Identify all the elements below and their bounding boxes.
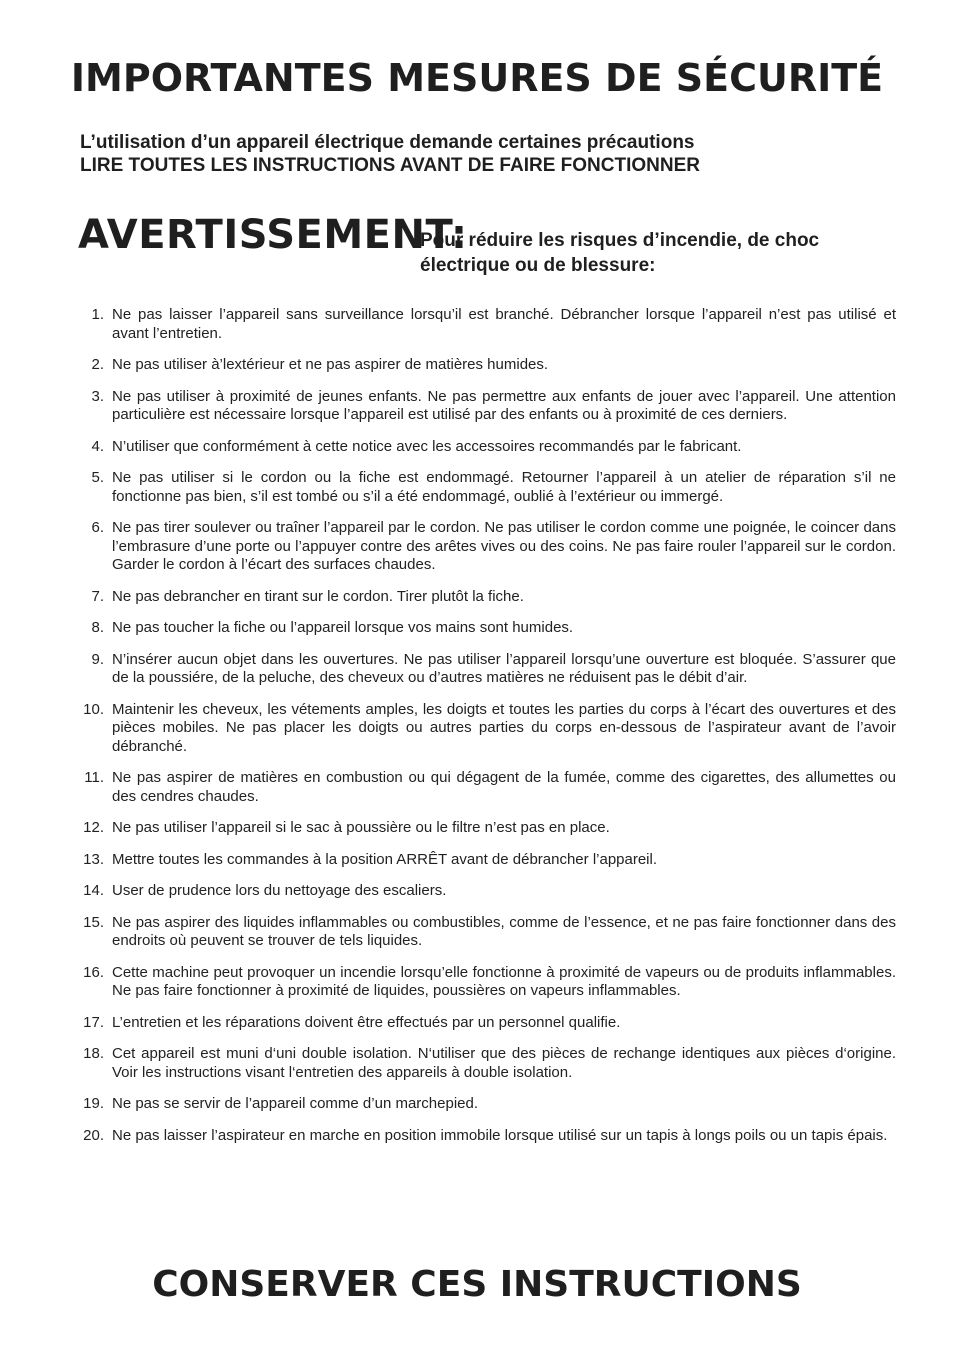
instruction-text: Ne pas debrancher en tirant sur le cordon. Tirer plutôt la fiche. <box>112 587 524 605</box>
subtitle-line-2: LIRE TOUTES LES INSTRUCTIONS AVANT DE FAIRE FONCTIONNER <box>80 155 700 176</box>
instruction-item <box>70 619 896 638</box>
instruction-item <box>70 882 896 901</box>
instruction-item <box>70 851 896 870</box>
instruction-number: 19. <box>83 1095 104 1112</box>
instruction-item <box>70 1095 896 1114</box>
instruction-item <box>70 588 896 607</box>
instruction-item <box>70 1127 896 1146</box>
page-title: IMPORTANTES MESURES DE SÉCURITÉ <box>70 56 884 100</box>
instruction-text: Cette machine peut provoquer un incendie lorsqu’elle fonctionne à proximité de vapeurs ou de produits inflammables. Ne pas faire fonctionner à proximité de liquides, poussières on vapeurs inflammables. <box>112 963 896 999</box>
instruction-item <box>70 388 896 425</box>
instruction-text: Ne pas toucher la fiche ou l’appareil lorsque vos mains sont humides. <box>112 619 574 636</box>
instruction-number: 1. <box>91 306 104 323</box>
instruction-number: 10. <box>83 700 104 718</box>
instruction-number: 14. <box>83 882 104 899</box>
instruction-text: Mettre toutes les commandes à la position ARRÊT avant de débrancher l’appareil. <box>112 850 658 868</box>
instruction-item <box>70 306 896 343</box>
instruction-number: 13. <box>83 850 104 868</box>
instruction-text: N’utiliser que conformément à cette notice avec les accessoires recommandés par le fabricant. <box>112 437 742 455</box>
warning-text-line-2: électrique ou de blessure: <box>420 255 656 276</box>
instruction-number: 20. <box>83 1126 104 1144</box>
instruction-text: Ne pas laisser l’aspirateur en marche en position immobile lorsque utilisé sur un tapis à longs poils ou un tapis épais. <box>112 1126 888 1144</box>
instruction-number: 12. <box>83 819 104 836</box>
instruction-item <box>70 701 896 757</box>
instruction-item <box>70 438 896 457</box>
instruction-number: 17. <box>83 1013 104 1031</box>
instruction-number: 15. <box>83 913 104 931</box>
subtitle-line-1: L’utilisation d’un appareil électrique demande certaines précautions <box>80 132 695 153</box>
instruction-item <box>70 1045 896 1082</box>
instruction-item <box>70 964 896 1001</box>
instruction-text: Ne pas tirer soulever ou traîner l’appareil par le cordon. Ne pas utiliser le cordon comme une poignée, le coincer dans l’embrasure d’une porte ou l’appuyer contre des arêtes vives ou des coins. Ne pas faire rouler l’appareil sur le cordon. Garder le cordon à l’écart des surfaces chaudes. <box>112 519 896 573</box>
instruction-text: Ne pas laisser l’appareil sans surveillance lorsqu’il est branché. Débrancher lorsque l’appareil n’est pas utilisé et avant l’entretien. <box>112 306 896 342</box>
warning-label: AVERTISSEMENT: <box>78 212 468 258</box>
instruction-text: Ne pas aspirer de matières en combustion ou qui dégagent de la fumée, comme des cigarettes, des allumettes ou des cendres chaudes. <box>112 769 896 805</box>
instruction-item <box>70 519 896 575</box>
warning-text <box>420 228 900 278</box>
instruction-text: Maintenir les cheveux, les vétements amples, les doigts et toutes les parties du corps à l’écart des ouvertures et des pièces mobiles. Ne pas placer les doigts ou autres parties du corps en-dessous de l’aspirateur avant de l’avoir débranché. <box>112 700 896 755</box>
instruction-text: Cet appareil est muni d‘uni double isolation. N‘utiliser que des pièces de rechange identiques aux pièces d‘origine. Voir les instructions visant l‘entretien des appareils à double isolation. <box>112 1045 896 1081</box>
instruction-text: Ne pas se servir de l’appareil comme d’un marchepied. <box>112 1095 479 1112</box>
instruction-text: Ne pas aspirer des liquides inflammables ou combustibles, comme de l’essence, et ne pas faire fonctionner dans des endroits où peuvent se trouver de tels liquides. <box>112 913 896 949</box>
instruction-item <box>70 356 896 375</box>
instruction-number: 5. <box>91 469 104 486</box>
instruction-text: L’entretien et les réparations doivent être effectués par un personnel qualifie. <box>112 1013 621 1031</box>
instruction-text: N’insérer aucun objet dans les ouvertures. Ne pas utiliser l’appareil lorsqu’une ouverture est bloquée. S’assurer que de la poussiére, de la peluche, des cheveux ou d’autres matières ne réduisent pas le débit d’air. <box>112 650 896 686</box>
instruction-text: Ne pas utiliser si le cordon ou la fiche est endommagé. Retourner l’appareil à un atelier de réparation s’il ne fonctionne pas bien, s’il est tombé ou s’il a été endommagé, oublié à l’extérieur ou immergé. <box>112 469 896 505</box>
instruction-number: 7. <box>91 587 104 605</box>
instruction-item <box>70 819 896 838</box>
instructions-list <box>70 306 896 1158</box>
instruction-number: 11. <box>84 769 104 786</box>
instruction-number: 2. <box>91 356 104 373</box>
instruction-number: 3. <box>91 387 104 405</box>
instruction-number: 4. <box>91 437 104 455</box>
instruction-text: Ne pas utiliser à proximité de jeunes enfants. Ne pas permettre aux enfants de jouer avec l’appareil. Une attention particulière est nécessaire lorsque l’appareil est utilisé par des enfants ou à proximité de ces derniers. <box>112 387 896 423</box>
footer-title: CONSERVER CES INSTRUCTIONS <box>152 1264 802 1305</box>
instruction-text: User de prudence lors du nettoyage des escaliers. <box>112 882 447 899</box>
instruction-item <box>70 914 896 951</box>
instruction-text: Ne pas utiliser à’lextérieur et ne pas aspirer de matières humides. <box>112 356 549 373</box>
instruction-number: 9. <box>91 650 104 668</box>
warning-text-line-1: Pour réduire les risques d’incendie, de choc <box>420 230 820 251</box>
instruction-item <box>70 651 896 688</box>
subtitle-block <box>80 131 880 177</box>
instruction-number: 18. <box>83 1045 104 1062</box>
instruction-text: Ne pas utiliser l’appareil si le sac à poussière ou le filtre n’est pas en place. <box>112 819 610 836</box>
instruction-number: 8. <box>91 619 104 636</box>
instruction-item <box>70 1014 896 1033</box>
instruction-item <box>70 769 896 806</box>
instruction-item <box>70 469 896 506</box>
instruction-number: 16. <box>83 963 104 981</box>
instruction-number: 6. <box>91 519 104 536</box>
